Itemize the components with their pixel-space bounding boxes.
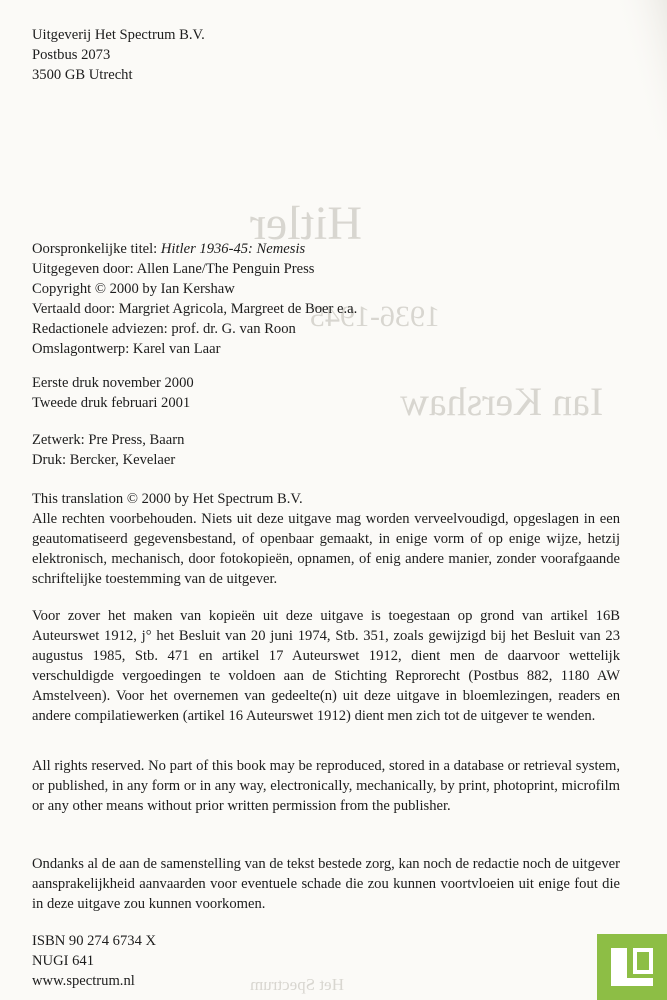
show-through-author: Ian Kershaw — [400, 379, 604, 424]
printings — [32, 373, 620, 413]
rights-en — [32, 756, 620, 816]
published-by: Uitgegeven door: Allen Lane/The Penguin Press — [32, 261, 315, 277]
credits — [32, 239, 620, 359]
second-printing: Tweede druk februari 2001 — [32, 395, 191, 411]
translation-copyright: This translation © 2000 by Het Spectrum B.V. — [32, 491, 303, 507]
publisher-address — [32, 25, 620, 85]
copying-nl — [32, 606, 620, 726]
typesetting: Zetwerk: Pre Press, Baarn — [32, 432, 185, 448]
identifiers — [32, 931, 620, 991]
editorial-advice: Redactionele adviezen: prof. dr. G. van Roon — [32, 321, 296, 337]
publisher-name: Uitgeverij Het Spectrum B.V. — [32, 27, 205, 43]
website: www.spectrum.nl — [32, 973, 135, 989]
disclaimer-nl-text: Ondanks al de aan de samenstelling van de tekst bestede zorg, kan noch de redactie noch de uitgever aansprakelijkheid aanvaarden voor eventuele schade die zou kunnen voortvloeien uit enige fout die in deze uitgave zou kunnen voorkomen. — [32, 856, 620, 912]
show-through-title: Hitler — [250, 197, 362, 250]
original-title-line — [32, 239, 620, 259]
show-through-years: 1936-1945 — [310, 300, 440, 333]
lastdodo-logo-icon — [605, 942, 659, 992]
corner-badge — [597, 934, 667, 1000]
rights-nl-text: Alle rechten voorbehouden. Niets uit deze uitgave mag worden verveelvoudigd, opgeslagen in een geautomatiseerd gegevensbestand, of openbaar gemaakt, in enige vorm of op enige wijze, hetzij elektronisch, mechanisch, door fotokopieën, opnamen, of enig andere manier, zonder voorafgaande schriftelijke toestemming van de uitgever. — [32, 511, 620, 587]
rights-nl — [32, 489, 620, 589]
first-printing: Eerste druk november 2000 — [32, 375, 194, 391]
original-title: Hitler 1936-45: Nemesis — [160, 241, 306, 257]
copyright: Copyright © 2000 by Ian Kershaw — [32, 281, 235, 297]
rights-en-text: All rights reserved. No part of this book may be reproduced, stored in a database or retrieval system, or published, in any form or in any way, electronically, mechanically, by print, photoprint, microfilm or any other means without prior written permission from the publisher. — [32, 758, 620, 814]
show-through-publisher: Het Spectrum — [250, 975, 344, 994]
original-title-label: Oorspronkelijke titel: — [32, 241, 161, 257]
isbn: ISBN 90 274 6734 X — [32, 933, 157, 949]
production — [32, 430, 620, 470]
disclaimer-nl — [32, 854, 620, 914]
publisher-city: 3500 GB Utrecht — [32, 67, 133, 83]
nugi: NUGI 641 — [32, 953, 95, 969]
cover-design: Omslagontwerp: Karel van Laar — [32, 341, 221, 357]
publisher-po-box: Postbus 2073 — [32, 47, 111, 63]
printing: Druk: Bercker, Kevelaer — [32, 452, 176, 468]
copying-nl-text: Voor zover het maken van kopieën uit deze uitgave is toegestaan op grond van artikel 16B Auteurswet 1912, j° het Besluit van 20 juni 1974, Stb. 351, zoals gewijzigd bij het Besluit van 23 augustus 1985, Stb. 471 en artikel 17 Auteurswet 1912, dient men de daarvoor wettelijk verschuldigde vergoedingen te voldoen aan de Stichting Reprorecht (Postbus 882, 1180 AW Amstelveen). Voor het overnemen van gedeelte(n) uit deze uitgave in bloemlezingen, readers en andere compilatiewerken (artikel 16 Auteurswet 1912) dient men zich tot de uitgever te wenden. — [32, 608, 620, 724]
translated-by: Vertaald door: Margriet Agricola, Margreet de Boer e.a. — [32, 301, 358, 317]
